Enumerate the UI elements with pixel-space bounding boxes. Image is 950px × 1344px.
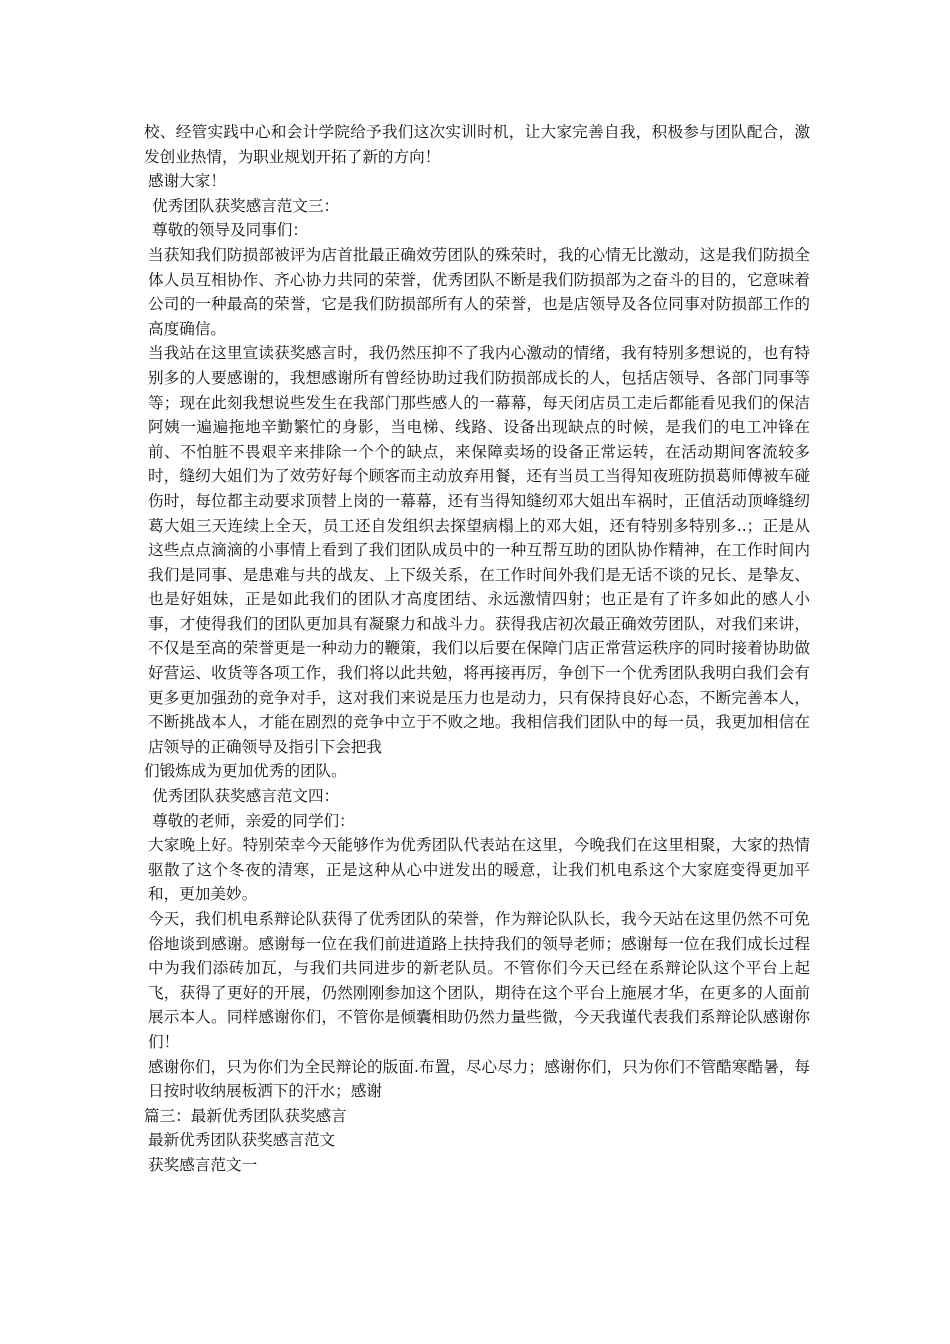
paragraph-debate-team: 今天，我们机电系辩论队获得了优秀团队的荣誉，作为辩论队队长，我今天站在这里仍然不可免俗地谈到感谢。感谢每一位在我们前进道路上扶持我们的领导老师；感谢每一位在我们成长过程中为我们添砖加瓦，与我们共同进步的新老队员。不管你们今天已经在系辩论队这个平台上起飞，获得了更好的开展，仍然刚刚参加这个团队，期待在这个平台上施展才华，在更多的人面前展示本人。同样感谢你们，不管你是倾囊相助仍然力量些微，今天我谨代表我们系辩论队感谢你们！ <box>148 910 810 1051</box>
salutation-teachers-students: 尊敬的老师，亲爱的同学们： <box>152 811 355 830</box>
paragraph-good-evening: 大家晚上好。特别荣幸今天能够作为优秀团队代表站在这里，今晚我们在这里相聚，大家的热情驱散了这个冬夜的清寒，正是这种从心中迸发出的暖意，让我们机电系这个大家庭变得更加平和，更加美妙。 <box>148 836 810 904</box>
paragraph-speech-body: 当我站在这里宣读获奖感言时，我仍然压抑不了我内心激动的情绪，我有特别多想说的，也有特别多的人要感谢的，我想感谢所有曾经协助过我们防损部成长的人，包括店领导、各部门同事等等；现在此刻我想说些发生在我部门那些感人的一幕幕，每天闭店员工走后都能看见我们的保洁阿姨一遍遍拖地辛勤繁忙的身影，当电梯、线路、设备出现缺点的时候，是我们的电工冲锋在前、不怕脏不畏艰辛来排除一个个的缺点，来保障卖场的设备正常运转，在活动期间客流较多时，缝纫大姐们为了效劳好每个顾客而主动放弃用餐，还有当员工当得知夜班防损葛师傅被车碰伤时，每位都主动要求顶替上岗的一幕幕，还有当得知缝纫邓大姐出车祸时，正值活动顶峰缝纫葛大姐三天连续上全天，员工还自发组织去探望病榻上的邓大姐，还有特别多特别多..；正是从这些点点滴滴的小事情上看到了我们团队成员中的一种互帮互助的团队协作精神，在工作时间内我们是同事、是患难与共的战友、上下级关系，在工作时间外我们是无话不谈的兄长、是挚友、也是好姐妹，正是如此我们的团队才高度团结、永远激情四射；也正是有了许多如此的感人小事，才使得我们的团队更加具有凝聚力和战斗力。获得我店初次最正确效劳团队，对我们来讲，不仅是至高的荣誉更是一种动力的鞭策，我们以后要在保障门店正常营运秩序的同时接着协助做好营运、收货等各项工作，我们将以此共勉，将再接再厉，争创下一个优秀团队我明白我们会有更多更加强劲的竞争对手，这对我们来说是压力也是动力，只有保持良好心态，不断完善本人，不断挑战本人，才能在剧烈的竞争中立于不败之地。我相信我们团队中的每一员，我更加相信在店领导的正确领导及指引下会把我 <box>148 344 810 756</box>
chapter-heading-part-3: 篇三：最新优秀团队获奖感言 <box>144 1106 347 1125</box>
paragraph-thanks-all: 感谢大家！ <box>148 172 226 191</box>
section-heading-sample-3: 优秀团队获奖感言范文三： <box>152 196 340 215</box>
paragraph-intro-continuation: 校、经管实践中心和会计学院给予我们这次实训时机，让大家完善自我，积极参与团队配合，激发创业热情，为职业规划开拓了新的方向！ <box>144 123 810 166</box>
paragraph-speech-ending: 们锻炼成为更加优秀的团队。 <box>144 762 347 781</box>
section-heading-sample-4: 优秀团队获奖感言范文四： <box>152 787 340 806</box>
document-page <box>144 120 810 1178</box>
paragraph-thanks-volunteers: 感谢你们，只为你们为全民辩论的版面.布置，尽心尽力；感谢你们，只为你们不管酷寒酷暑，每日按时收纳展板洒下的汗水；感谢 <box>148 1057 810 1101</box>
subheading-sample-1: 获奖感言范文一 <box>148 1155 258 1174</box>
salutation-leaders-colleagues: 尊敬的领导及同事们： <box>152 221 308 240</box>
subheading-latest-samples: 最新优秀团队获奖感言范文 <box>148 1131 336 1150</box>
paragraph-award-news: 当获知我们防损部被评为店首批最正确效劳团队的殊荣时，我的心情无比激动，这是我们防损全体人员互相协作、齐心协力共同的荣誉，优秀团队不断是我们防损部为之奋斗的目的，它意味着公司的一种最高的荣誉，它是我们防损部所有人的荣誉，也是店领导及各位同事对防损部工作的高度确信。 <box>148 245 810 338</box>
